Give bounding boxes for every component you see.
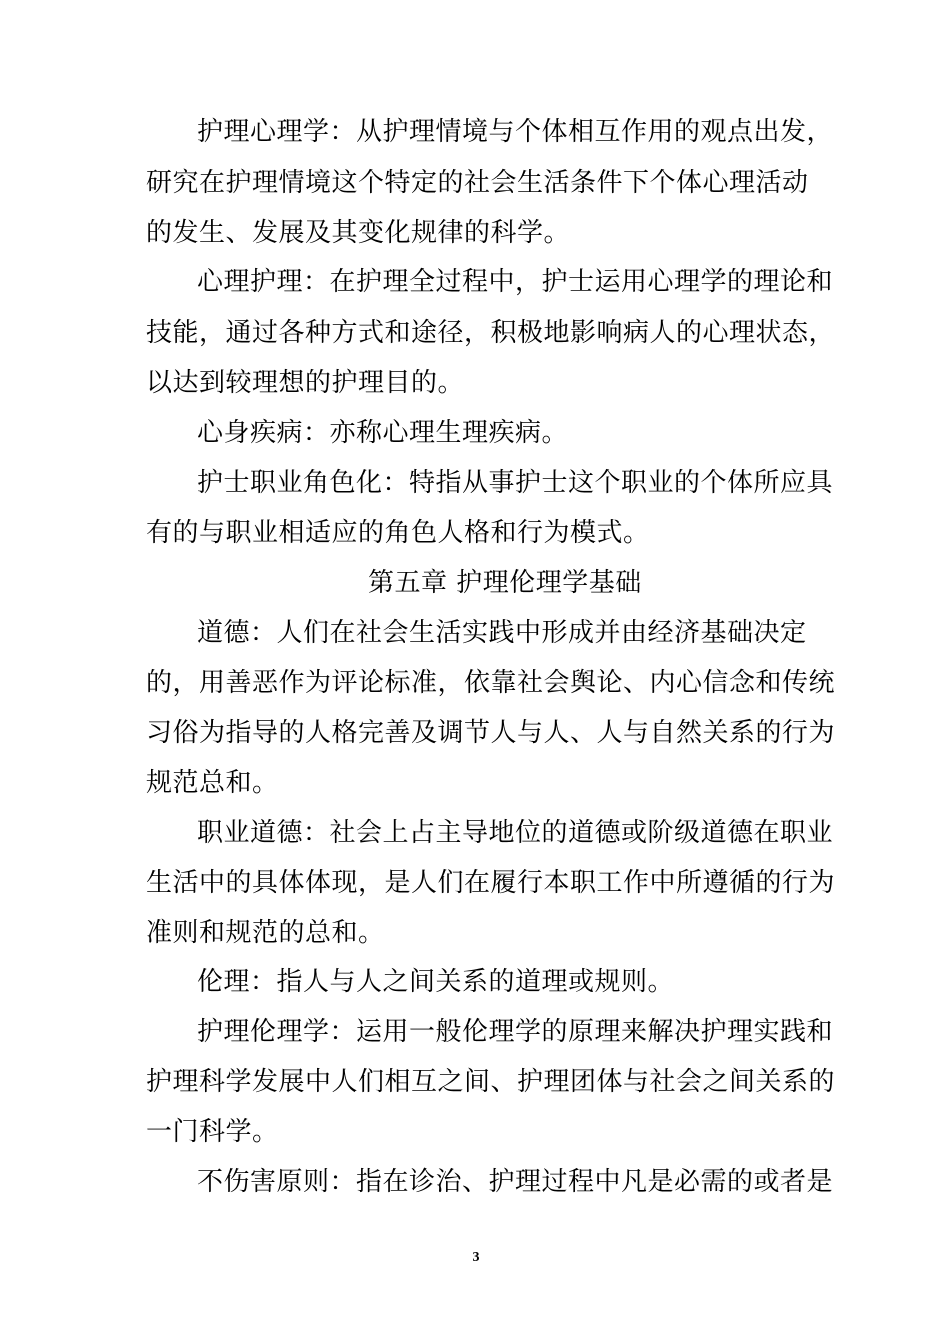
paragraph-line: 道德：人们在社会生活实践中形成并由经济基础决定 — [197, 618, 807, 648]
paragraph-line: 的，用善恶作为评论标准，依靠社会舆论、内心信念和传统 — [146, 668, 836, 698]
paragraph-line: 有的与职业相适应的角色人格和行为模式。 — [146, 518, 650, 548]
paragraph-line: 以达到较理想的护理目的。 — [146, 368, 465, 398]
paragraph-line: 规范总和。 — [146, 768, 279, 798]
paragraph-line: 生活中的具体体现，是人们在履行本职工作中所遵循的行为 — [146, 868, 836, 898]
paragraph-line: 心身疾病：亦称心理生理疾病。 — [197, 418, 569, 448]
paragraph-line: 的发生、发展及其变化规律的科学。 — [146, 218, 571, 248]
chapter-heading: 第五章 护理伦理学基础 — [368, 568, 642, 598]
paragraph-line: 伦理：指人与人之间关系的道理或规则。 — [197, 967, 675, 997]
paragraph-line: 技能，通过各种方式和途径，积极地影响病人的心理状态， — [146, 318, 836, 348]
paragraph-line: 护理科学发展中人们相互之间、护理团体与社会之间关系的 — [146, 1067, 836, 1097]
paragraph-line: 准则和规范的总和。 — [146, 918, 385, 948]
paragraph-line: 护理心理学：从护理情境与个体相互作用的观点出发， — [197, 117, 834, 147]
paragraph-line: 职业道德：社会上占主导地位的道德或阶级道德在职业 — [197, 818, 834, 848]
paragraph-line: 心理护理：在护理全过程中，护士运用心理学的理论和 — [197, 267, 834, 297]
paragraph-line: 护士职业角色化：特指从事护士这个职业的个体所应具 — [197, 468, 834, 498]
paragraph-line: 研究在护理情境这个特定的社会生活条件下个体心理活动 — [146, 168, 809, 198]
paragraph-line: 护理伦理学：运用一般伦理学的原理来解决护理实践和 — [197, 1017, 834, 1047]
paragraph-line: 习俗为指导的人格完善及调节人与人、人与自然关系的行为 — [146, 718, 836, 748]
page-number: 3 — [472, 1250, 480, 1265]
paragraph-line: 一门科学。 — [146, 1117, 279, 1147]
paragraph-line: 不伤害原则：指在诊治、护理过程中凡是必需的或者是 — [197, 1167, 834, 1197]
